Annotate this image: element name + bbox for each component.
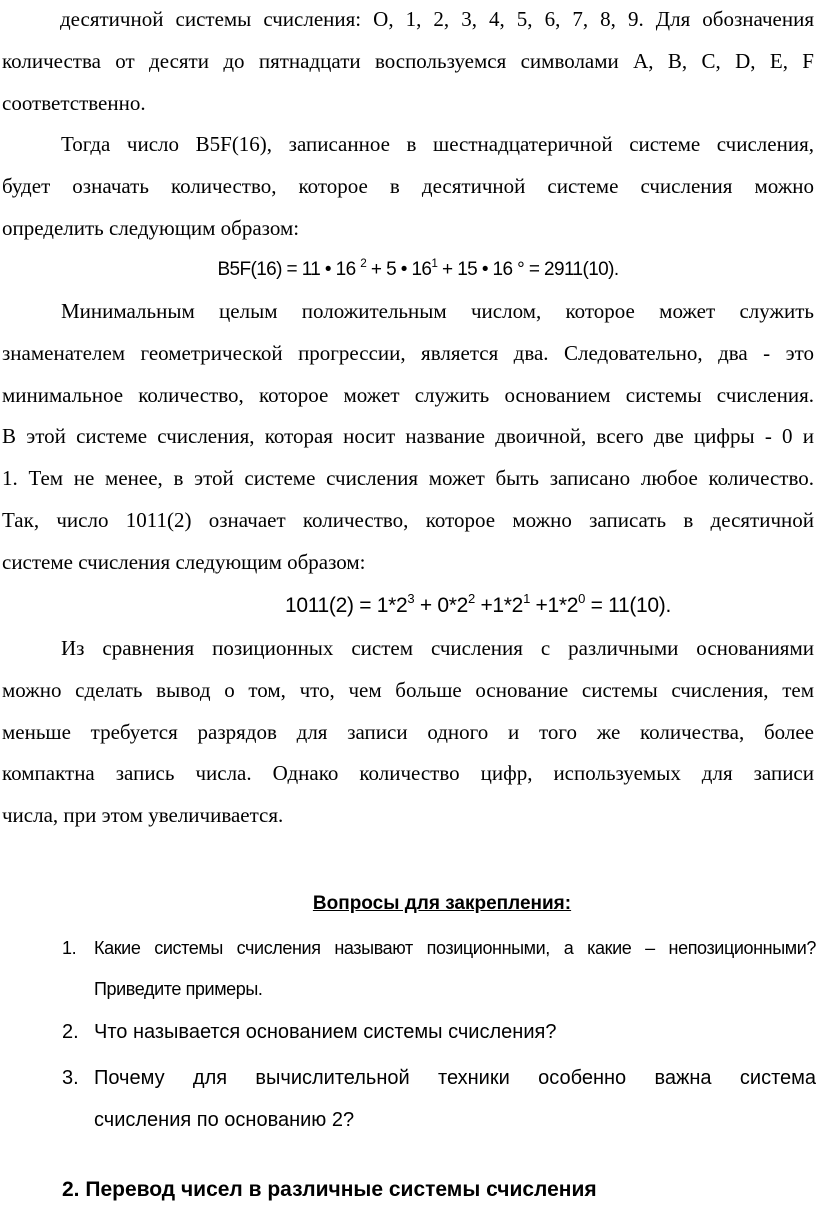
list-item-text: счисления по основанию 2? [94,1109,355,1131]
text-line: определить следующим образом: [2,215,300,240]
formula-exponent: 1 [523,590,531,606]
list-item [0,1057,816,1141]
text-line: Тогда число B5F(16), записанное в шестнадцатеричной системе счисления, [61,132,814,156]
text-line: можно сделать вывод о том, что, чем больше основание системы счисления, тем [2,677,814,702]
list-item-text: Почему для вычислительной техники особенно важна система [94,1067,816,1089]
list-item [0,928,816,1010]
questions-list [0,928,816,1141]
text-line: Из сравнения позиционных систем счисления с различными основаниями [61,636,814,660]
paragraph-hex-symbols [2,0,814,124]
text-line: соответственно. [2,90,146,115]
text-line: меньше требуется разрядов для записи одного и того же количества, более [2,719,814,744]
formula-part: 1011(2) = 1*2 [284,594,408,617]
text-line: Минимальным целым положительным числом, которое может служить [61,299,814,323]
text-line: знаменателем геометрической прогрессии, является два. Следовательно, два - это [2,340,814,365]
list-item-number: 2. [62,1021,79,1043]
text-line: десятичной системы счисления: O, 1, 2, 3, 4, 5, 6, 7, 8, 9. Для обозначения [60,7,814,31]
formula-part: + 0*2 [414,594,468,617]
formula-part: + 5 • 16 [366,259,432,280]
formula-exponent: 3 [407,590,415,606]
formula-part: = 11(10). [585,594,672,617]
text-line: числа, при этом увеличивается. [2,803,284,828]
list-item-number: 3. [62,1067,79,1089]
list-item-text: Что называется основанием системы счисления? [94,1021,557,1043]
list-item [0,1011,816,1053]
formula-part: B5F(16) = 11 • 16 [217,259,361,280]
paragraph-comparison [2,628,814,837]
formula-exponent: 2 [467,590,475,606]
formula-exponent: 0 [578,590,586,606]
list-item-text: Какие системы счисления называют позиционными, а какие – непозиционными? [94,938,816,958]
formula-hex-conversion [2,249,816,291]
questions-heading: Вопросы для закрепления: [312,893,572,914]
text-line: В этой системе счисления, которая носит название двоичной, всего две цифры - 0 и [2,424,814,449]
formula-binary-conversion [2,585,816,627]
list-item-text: Приведите примеры. [94,979,263,999]
formula-part: + 15 • 16 ° = 2911(10). [437,259,619,280]
formula-exponent: 2 [360,256,367,270]
text-line: 1. Тем не менее, в этой системе счисления может быть записано любое количество. [2,466,814,491]
text-line: компактна запись числа. Однако количество цифр, используемых для записи [2,761,814,786]
section-title: 2. Перевод чисел в различные системы счисления [62,1178,597,1201]
formula-part: +1*2 [530,594,579,617]
text-line: Так, число 1011(2) означает количество, которое можно записать в десятичной [2,507,814,532]
paragraph-hex-example [2,124,814,249]
formula-part: +1*2 [474,594,524,617]
text-line: количества от десяти до пятнадцати воспользуемся символами A, B, C, D, E, F [2,48,814,73]
text-line: будет означать количество, которое в десятичной системе счисления можно [2,173,814,198]
text-line: системе счисления следующим образом: [2,549,366,574]
list-item-number: 1. [62,938,77,958]
text-line: минимальное количество, которое может служить основанием системы счисления. [2,382,814,407]
formula-exponent: 1 [431,256,438,270]
paragraph-binary-system [2,291,814,584]
